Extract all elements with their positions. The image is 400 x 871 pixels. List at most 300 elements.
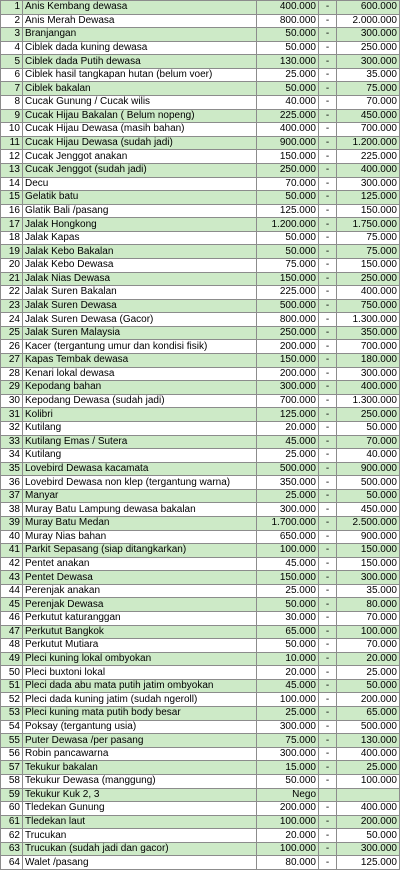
table-row bbox=[1, 82, 400, 96]
row-number-cell: 31 bbox=[1, 408, 23, 422]
table-row bbox=[1, 788, 400, 802]
table-row bbox=[1, 163, 400, 177]
price-min-cell: 65.000 bbox=[257, 625, 319, 639]
range-dash-cell: - bbox=[319, 313, 337, 327]
row-number-cell: 64 bbox=[1, 856, 23, 870]
row-number-cell: 63 bbox=[1, 842, 23, 856]
range-dash-cell: - bbox=[319, 326, 337, 340]
row-number-cell: 61 bbox=[1, 815, 23, 829]
row-number-cell: 12 bbox=[1, 150, 23, 164]
price-min-cell: 75.000 bbox=[257, 734, 319, 748]
range-dash-cell: - bbox=[319, 381, 337, 395]
row-number-cell: 18 bbox=[1, 231, 23, 245]
row-number-cell: 6 bbox=[1, 68, 23, 82]
item-name-cell: Perkutut Mutiara bbox=[23, 639, 257, 653]
price-min-cell: 150.000 bbox=[257, 150, 319, 164]
table-row bbox=[1, 842, 400, 856]
range-dash-cell: - bbox=[319, 299, 337, 313]
range-dash-cell: - bbox=[319, 218, 337, 232]
item-name-cell: Cucak Jenggot anakan bbox=[23, 150, 257, 164]
range-dash-cell: - bbox=[319, 815, 337, 829]
table-row bbox=[1, 313, 400, 327]
item-name-cell: Jalak Kapas bbox=[23, 231, 257, 245]
table-row bbox=[1, 14, 400, 28]
table-row bbox=[1, 666, 400, 680]
item-name-cell: Cucak Jenggot (sudah jadi) bbox=[23, 163, 257, 177]
table-row bbox=[1, 652, 400, 666]
range-dash-cell: - bbox=[319, 367, 337, 381]
item-name-cell: Perenjak Dewasa bbox=[23, 598, 257, 612]
price-min-cell: 225.000 bbox=[257, 286, 319, 300]
price-max-cell: 250.000 bbox=[337, 408, 400, 422]
price-min-cell: 50.000 bbox=[257, 231, 319, 245]
range-dash-cell: - bbox=[319, 774, 337, 788]
item-name-cell: Kepodang bahan bbox=[23, 381, 257, 395]
range-dash-cell: - bbox=[319, 639, 337, 653]
item-name-cell: Jalak Suren Dewasa (Gacor) bbox=[23, 313, 257, 327]
table-row bbox=[1, 272, 400, 286]
price-max-cell: 300.000 bbox=[337, 842, 400, 856]
item-name-cell: Pleci kuning mata putih body besar bbox=[23, 707, 257, 721]
price-max-cell: 300.000 bbox=[337, 177, 400, 191]
table-row bbox=[1, 435, 400, 449]
price-min-cell: 300.000 bbox=[257, 720, 319, 734]
price-min-cell: 500.000 bbox=[257, 299, 319, 313]
row-number-cell: 24 bbox=[1, 313, 23, 327]
price-min-cell: 70.000 bbox=[257, 177, 319, 191]
price-max-cell: 70.000 bbox=[337, 639, 400, 653]
price-max-cell: 1.300.000 bbox=[337, 313, 400, 327]
price-max-cell: 1.750.000 bbox=[337, 218, 400, 232]
range-dash-cell: - bbox=[319, 707, 337, 721]
row-number-cell: 20 bbox=[1, 258, 23, 272]
row-number-cell: 7 bbox=[1, 82, 23, 96]
price-max-cell: 2.000.000 bbox=[337, 14, 400, 28]
range-dash-cell: - bbox=[319, 666, 337, 680]
row-number-cell: 60 bbox=[1, 802, 23, 816]
price-max-cell: 350.000 bbox=[337, 326, 400, 340]
price-min-cell: 50.000 bbox=[257, 774, 319, 788]
price-min-cell: 300.000 bbox=[257, 503, 319, 517]
range-dash-cell bbox=[319, 788, 337, 802]
price-max-cell: 400.000 bbox=[337, 802, 400, 816]
price-max-cell: 700.000 bbox=[337, 123, 400, 137]
price-min-cell: 400.000 bbox=[257, 123, 319, 137]
price-max-cell: 75.000 bbox=[337, 82, 400, 96]
row-number-cell: 5 bbox=[1, 55, 23, 69]
price-min-cell: 130.000 bbox=[257, 55, 319, 69]
table-row bbox=[1, 245, 400, 259]
price-min-cell: 1.200.000 bbox=[257, 218, 319, 232]
price-min-cell: 125.000 bbox=[257, 204, 319, 218]
row-number-cell: 57 bbox=[1, 761, 23, 775]
table-row bbox=[1, 584, 400, 598]
table-row bbox=[1, 489, 400, 503]
price-min-cell: 300.000 bbox=[257, 747, 319, 761]
item-name-cell: Walet /pasang bbox=[23, 856, 257, 870]
item-name-cell: Jalak Suren Bakalan bbox=[23, 286, 257, 300]
table-row bbox=[1, 761, 400, 775]
price-min-cell: 150.000 bbox=[257, 354, 319, 368]
table-row bbox=[1, 530, 400, 544]
row-number-cell: 1 bbox=[1, 1, 23, 15]
price-max-cell: 400.000 bbox=[337, 381, 400, 395]
item-name-cell: Anis Kembang dewasa bbox=[23, 1, 257, 15]
row-number-cell: 51 bbox=[1, 679, 23, 693]
table-row bbox=[1, 544, 400, 558]
table-row bbox=[1, 462, 400, 476]
row-number-cell: 43 bbox=[1, 571, 23, 585]
row-number-cell: 36 bbox=[1, 476, 23, 490]
item-name-cell: Decu bbox=[23, 177, 257, 191]
price-max-cell: 900.000 bbox=[337, 530, 400, 544]
table-row bbox=[1, 286, 400, 300]
item-name-cell: Tekukur Dewasa (manggung) bbox=[23, 774, 257, 788]
price-max-cell: 150.000 bbox=[337, 544, 400, 558]
range-dash-cell: - bbox=[319, 435, 337, 449]
item-name-cell: Tledekan Gunung bbox=[23, 802, 257, 816]
row-number-cell: 35 bbox=[1, 462, 23, 476]
row-number-cell: 2 bbox=[1, 14, 23, 28]
price-max-cell: 125.000 bbox=[337, 191, 400, 205]
item-name-cell: Tekukur bakalan bbox=[23, 761, 257, 775]
price-min-cell: 20.000 bbox=[257, 829, 319, 843]
range-dash-cell: - bbox=[319, 421, 337, 435]
range-dash-cell: - bbox=[319, 41, 337, 55]
price-max-cell: 750.000 bbox=[337, 299, 400, 313]
row-number-cell: 45 bbox=[1, 598, 23, 612]
row-number-cell: 13 bbox=[1, 163, 23, 177]
price-min-cell: 100.000 bbox=[257, 544, 319, 558]
range-dash-cell: - bbox=[319, 286, 337, 300]
row-number-cell: 8 bbox=[1, 96, 23, 110]
price-max-cell: 450.000 bbox=[337, 109, 400, 123]
table-row bbox=[1, 557, 400, 571]
price-min-cell: 200.000 bbox=[257, 802, 319, 816]
row-number-cell: 41 bbox=[1, 544, 23, 558]
item-name-cell: Pentet anakan bbox=[23, 557, 257, 571]
price-max-cell: 150.000 bbox=[337, 557, 400, 571]
price-max-cell: 400.000 bbox=[337, 747, 400, 761]
price-min-cell: 50.000 bbox=[257, 245, 319, 259]
price-max-cell: 50.000 bbox=[337, 829, 400, 843]
price-max-cell: 200.000 bbox=[337, 693, 400, 707]
row-number-cell: 62 bbox=[1, 829, 23, 843]
table-row bbox=[1, 177, 400, 191]
table-row bbox=[1, 476, 400, 490]
table-row bbox=[1, 367, 400, 381]
range-dash-cell: - bbox=[319, 598, 337, 612]
row-number-cell: 3 bbox=[1, 28, 23, 42]
price-min-cell: 300.000 bbox=[257, 381, 319, 395]
table-row bbox=[1, 802, 400, 816]
price-min-cell: 75.000 bbox=[257, 258, 319, 272]
price-max-cell: 35.000 bbox=[337, 68, 400, 82]
item-name-cell: Trucukan bbox=[23, 829, 257, 843]
price-max-cell: 50.000 bbox=[337, 489, 400, 503]
range-dash-cell: - bbox=[319, 734, 337, 748]
row-number-cell: 30 bbox=[1, 394, 23, 408]
table-row bbox=[1, 679, 400, 693]
price-min-cell: 250.000 bbox=[257, 326, 319, 340]
price-max-cell: 225.000 bbox=[337, 150, 400, 164]
table-row bbox=[1, 354, 400, 368]
price-max-cell: 75.000 bbox=[337, 231, 400, 245]
table-row bbox=[1, 326, 400, 340]
price-max-cell: 300.000 bbox=[337, 28, 400, 42]
table-row bbox=[1, 707, 400, 721]
table-row bbox=[1, 612, 400, 626]
range-dash-cell: - bbox=[319, 584, 337, 598]
price-min-cell: 900.000 bbox=[257, 136, 319, 150]
range-dash-cell: - bbox=[319, 163, 337, 177]
row-number-cell: 37 bbox=[1, 489, 23, 503]
price-min-cell: 80.000 bbox=[257, 856, 319, 870]
item-name-cell: Gelatik batu bbox=[23, 191, 257, 205]
price-max-cell: 125.000 bbox=[337, 856, 400, 870]
item-name-cell: Jalak Nias Dewasa bbox=[23, 272, 257, 286]
price-min-cell: 200.000 bbox=[257, 367, 319, 381]
table-row bbox=[1, 856, 400, 870]
price-min-cell: 20.000 bbox=[257, 421, 319, 435]
table-row bbox=[1, 394, 400, 408]
table-row bbox=[1, 503, 400, 517]
price-max-cell: 400.000 bbox=[337, 286, 400, 300]
table-row bbox=[1, 693, 400, 707]
price-min-cell: 50.000 bbox=[257, 639, 319, 653]
range-dash-cell: - bbox=[319, 123, 337, 137]
price-min-cell: 50.000 bbox=[257, 28, 319, 42]
range-dash-cell: - bbox=[319, 652, 337, 666]
table-row bbox=[1, 815, 400, 829]
item-name-cell: Cucak Hijau Dewasa (masih bahan) bbox=[23, 123, 257, 137]
price-min-cell: 50.000 bbox=[257, 82, 319, 96]
price-max-cell: 300.000 bbox=[337, 55, 400, 69]
row-number-cell: 22 bbox=[1, 286, 23, 300]
table-row bbox=[1, 639, 400, 653]
price-min-cell: 100.000 bbox=[257, 815, 319, 829]
price-max-cell: 50.000 bbox=[337, 679, 400, 693]
row-number-cell: 14 bbox=[1, 177, 23, 191]
range-dash-cell: - bbox=[319, 408, 337, 422]
range-dash-cell: - bbox=[319, 720, 337, 734]
row-number-cell: 50 bbox=[1, 666, 23, 680]
row-number-cell: 26 bbox=[1, 340, 23, 354]
range-dash-cell: - bbox=[319, 258, 337, 272]
table-row bbox=[1, 571, 400, 585]
range-dash-cell: - bbox=[319, 747, 337, 761]
price-min-cell: 200.000 bbox=[257, 340, 319, 354]
table-row bbox=[1, 55, 400, 69]
table-row bbox=[1, 299, 400, 313]
price-max-cell: 50.000 bbox=[337, 421, 400, 435]
row-number-cell: 34 bbox=[1, 449, 23, 463]
range-dash-cell: - bbox=[319, 82, 337, 96]
price-min-cell: 150.000 bbox=[257, 272, 319, 286]
item-name-cell: Lovebird Dewasa kacamata bbox=[23, 462, 257, 476]
table-row bbox=[1, 191, 400, 205]
item-name-cell: Cucak Gunung / Cucak wilis bbox=[23, 96, 257, 110]
table-row bbox=[1, 381, 400, 395]
item-name-cell: Kenari lokal dewasa bbox=[23, 367, 257, 381]
range-dash-cell: - bbox=[319, 109, 337, 123]
table-row bbox=[1, 258, 400, 272]
row-number-cell: 47 bbox=[1, 625, 23, 639]
range-dash-cell: - bbox=[319, 829, 337, 843]
price-min-cell: 150.000 bbox=[257, 571, 319, 585]
price-min-cell: 25.000 bbox=[257, 449, 319, 463]
range-dash-cell: - bbox=[319, 489, 337, 503]
price-min-cell: 25.000 bbox=[257, 489, 319, 503]
item-name-cell: Kepodang Dewasa (sudah jadi) bbox=[23, 394, 257, 408]
row-number-cell: 9 bbox=[1, 109, 23, 123]
price-min-cell: 400.000 bbox=[257, 1, 319, 15]
item-name-cell: Ciblek dada kuning dewasa bbox=[23, 41, 257, 55]
price-max-cell: 150.000 bbox=[337, 204, 400, 218]
price-min-cell: 100.000 bbox=[257, 842, 319, 856]
item-name-cell: Manyar bbox=[23, 489, 257, 503]
item-name-cell: Kacer (tergantung umur dan kondisi fisik) bbox=[23, 340, 257, 354]
price-min-cell: 800.000 bbox=[257, 14, 319, 28]
price-max-cell: 25.000 bbox=[337, 666, 400, 680]
item-name-cell: Anis Merah Dewasa bbox=[23, 14, 257, 28]
item-name-cell: Jalak Kebo Bakalan bbox=[23, 245, 257, 259]
range-dash-cell: - bbox=[319, 571, 337, 585]
item-name-cell: Ciblek bakalan bbox=[23, 82, 257, 96]
price-min-cell: 45.000 bbox=[257, 435, 319, 449]
price-min-cell: 500.000 bbox=[257, 462, 319, 476]
row-number-cell: 48 bbox=[1, 639, 23, 653]
row-number-cell: 10 bbox=[1, 123, 23, 137]
item-name-cell: Parkit Sepasang (siap ditangkarkan) bbox=[23, 544, 257, 558]
table-row bbox=[1, 204, 400, 218]
price-max-cell: 300.000 bbox=[337, 571, 400, 585]
table-row bbox=[1, 28, 400, 42]
table-row bbox=[1, 218, 400, 232]
row-number-cell: 32 bbox=[1, 421, 23, 435]
price-max-cell: 400.000 bbox=[337, 163, 400, 177]
row-number-cell: 55 bbox=[1, 734, 23, 748]
range-dash-cell: - bbox=[319, 530, 337, 544]
item-name-cell: Perkutut katuranggan bbox=[23, 612, 257, 626]
price-min-cell: 45.000 bbox=[257, 679, 319, 693]
table-row bbox=[1, 829, 400, 843]
row-number-cell: 29 bbox=[1, 381, 23, 395]
item-name-cell: Jalak Kebo Dewasa bbox=[23, 258, 257, 272]
range-dash-cell: - bbox=[319, 802, 337, 816]
price-min-cell: 50.000 bbox=[257, 41, 319, 55]
price-min-cell: Nego bbox=[257, 788, 319, 802]
item-name-cell: Robin pancawarna bbox=[23, 747, 257, 761]
price-min-cell: 10.000 bbox=[257, 652, 319, 666]
table-row bbox=[1, 516, 400, 530]
price-min-cell: 700.000 bbox=[257, 394, 319, 408]
price-max-cell: 500.000 bbox=[337, 476, 400, 490]
row-number-cell: 59 bbox=[1, 788, 23, 802]
price-min-cell: 225.000 bbox=[257, 109, 319, 123]
price-max-cell: 250.000 bbox=[337, 41, 400, 55]
table-row bbox=[1, 96, 400, 110]
price-min-cell: 25.000 bbox=[257, 707, 319, 721]
price-max-cell: 2.500.000 bbox=[337, 516, 400, 530]
item-name-cell: Kutilang bbox=[23, 421, 257, 435]
price-max-cell: 200.000 bbox=[337, 815, 400, 829]
item-name-cell: Cucak Hijau Bakalan ( Belum nopeng) bbox=[23, 109, 257, 123]
price-max-cell: 150.000 bbox=[337, 258, 400, 272]
table-row bbox=[1, 136, 400, 150]
range-dash-cell: - bbox=[319, 693, 337, 707]
price-min-cell: 45.000 bbox=[257, 557, 319, 571]
item-name-cell: Ciblek dada Putih dewasa bbox=[23, 55, 257, 69]
price-min-cell: 40.000 bbox=[257, 96, 319, 110]
row-number-cell: 16 bbox=[1, 204, 23, 218]
range-dash-cell: - bbox=[319, 204, 337, 218]
item-name-cell: Pentet Dewasa bbox=[23, 571, 257, 585]
price-max-cell: 35.000 bbox=[337, 584, 400, 598]
range-dash-cell: - bbox=[319, 503, 337, 517]
row-number-cell: 58 bbox=[1, 774, 23, 788]
price-max-cell: 70.000 bbox=[337, 435, 400, 449]
table-row bbox=[1, 109, 400, 123]
item-name-cell: Ciblek hasil tangkapan hutan (belum voer) bbox=[23, 68, 257, 82]
item-name-cell: Pleci kuning lokal ombyokan bbox=[23, 652, 257, 666]
range-dash-cell: - bbox=[319, 231, 337, 245]
item-name-cell: Jalak Suren Dewasa bbox=[23, 299, 257, 313]
range-dash-cell: - bbox=[319, 1, 337, 15]
row-number-cell: 38 bbox=[1, 503, 23, 517]
item-name-cell: Trucukan (sudah jadi dan gacor) bbox=[23, 842, 257, 856]
item-name-cell: Kolibri bbox=[23, 408, 257, 422]
range-dash-cell: - bbox=[319, 462, 337, 476]
price-max-cell: 600.000 bbox=[337, 1, 400, 15]
table-row bbox=[1, 68, 400, 82]
range-dash-cell: - bbox=[319, 191, 337, 205]
price-min-cell: 250.000 bbox=[257, 163, 319, 177]
price-min-cell: 125.000 bbox=[257, 408, 319, 422]
item-name-cell: Lovebird Dewasa non klep (tergantung warna) bbox=[23, 476, 257, 490]
item-name-cell: Muray Nias bahan bbox=[23, 530, 257, 544]
price-max-cell: 70.000 bbox=[337, 96, 400, 110]
price-max-cell bbox=[337, 788, 400, 802]
price-min-cell: 800.000 bbox=[257, 313, 319, 327]
price-max-cell: 70.000 bbox=[337, 612, 400, 626]
price-max-cell: 500.000 bbox=[337, 720, 400, 734]
price-min-cell: 100.000 bbox=[257, 693, 319, 707]
row-number-cell: 49 bbox=[1, 652, 23, 666]
item-name-cell: Pleci dada kuning jatim (sudah ngeroll) bbox=[23, 693, 257, 707]
price-max-cell: 300.000 bbox=[337, 367, 400, 381]
row-number-cell: 46 bbox=[1, 612, 23, 626]
table-row bbox=[1, 340, 400, 354]
range-dash-cell: - bbox=[319, 394, 337, 408]
table-row bbox=[1, 408, 400, 422]
price-max-cell: 20.000 bbox=[337, 652, 400, 666]
range-dash-cell: - bbox=[319, 625, 337, 639]
row-number-cell: 17 bbox=[1, 218, 23, 232]
row-number-cell: 52 bbox=[1, 693, 23, 707]
price-max-cell: 25.000 bbox=[337, 761, 400, 775]
item-name-cell: Puter Dewasa /per pasang bbox=[23, 734, 257, 748]
price-max-cell: 65.000 bbox=[337, 707, 400, 721]
row-number-cell: 21 bbox=[1, 272, 23, 286]
price-min-cell: 25.000 bbox=[257, 68, 319, 82]
item-name-cell: Kutilang bbox=[23, 449, 257, 463]
price-min-cell: 50.000 bbox=[257, 191, 319, 205]
range-dash-cell: - bbox=[319, 476, 337, 490]
row-number-cell: 25 bbox=[1, 326, 23, 340]
price-max-cell: 130.000 bbox=[337, 734, 400, 748]
item-name-cell: Kutilang Emas / Sutera bbox=[23, 435, 257, 449]
